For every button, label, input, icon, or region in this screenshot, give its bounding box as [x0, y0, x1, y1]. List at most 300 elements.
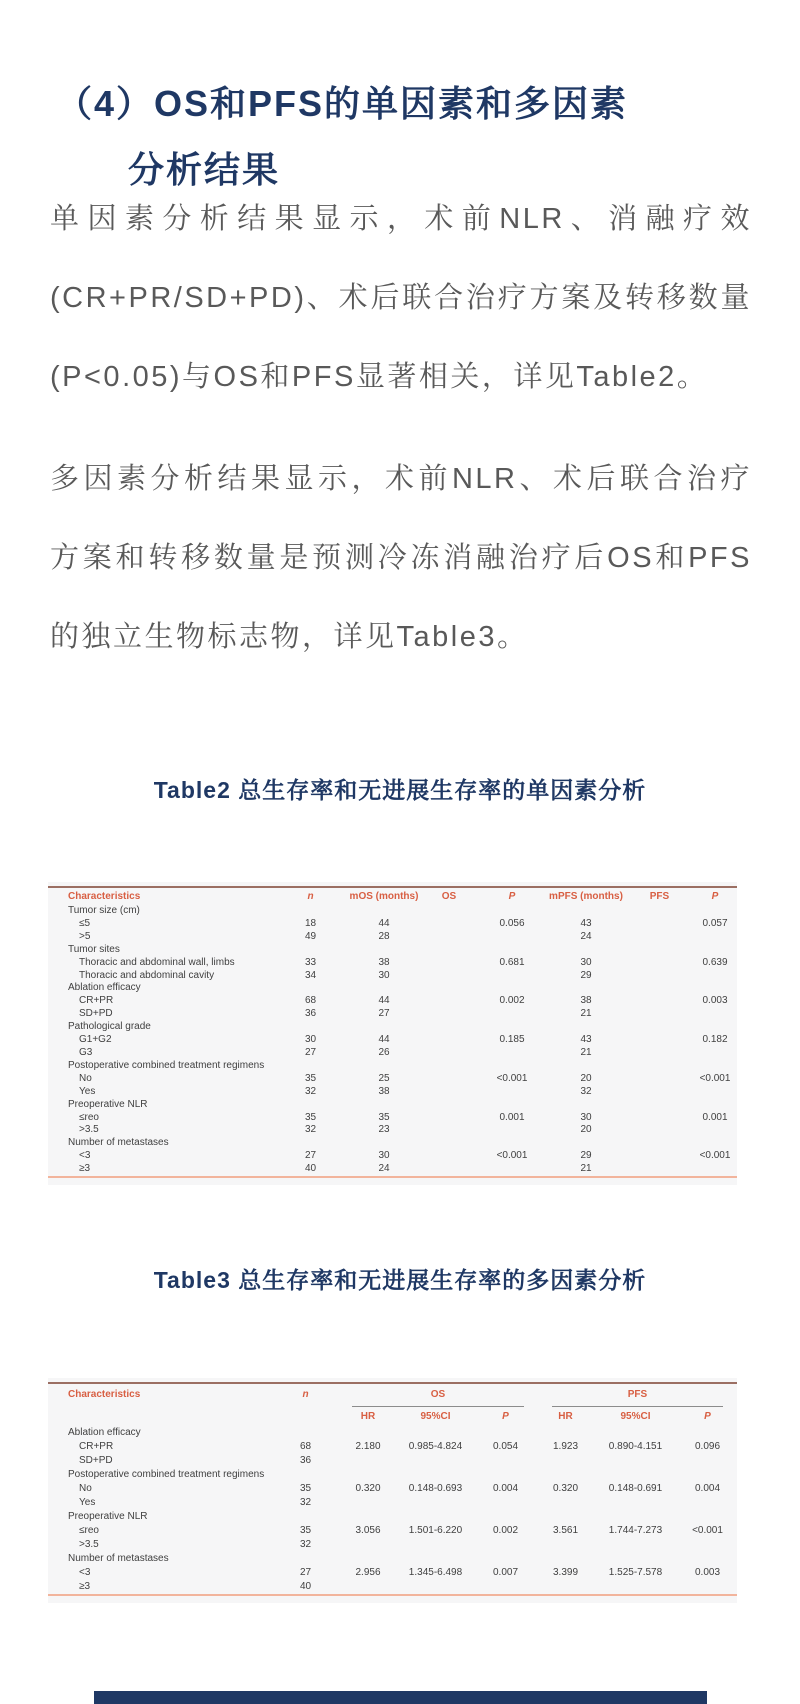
cell-value: 49: [304, 930, 317, 942]
cell-value: [478, 1137, 546, 1150]
cell-value: 30: [378, 969, 390, 981]
cell-value: 1.501-6.220: [408, 1525, 463, 1536]
cell-value: [693, 970, 737, 983]
cell-value: [420, 1034, 478, 1047]
row-label: Number of metastases: [68, 1137, 169, 1149]
cell-value: 38: [378, 956, 390, 968]
cell-value: [593, 1580, 678, 1594]
table-data-row: [48, 1112, 737, 1125]
cell-value: [678, 1426, 737, 1440]
table-data-row: [48, 1073, 737, 1086]
row-label: ≥3: [79, 1163, 91, 1175]
cell-value: [473, 1496, 538, 1510]
cell-value: 0.057: [702, 917, 728, 929]
cell-value: 0.148-0.693: [408, 1483, 463, 1494]
cell-value: [420, 1086, 478, 1099]
cell-value: 23: [378, 1124, 390, 1136]
cell-value: [626, 1150, 693, 1163]
row-label: <3: [79, 1567, 91, 1578]
cell-value: [626, 1124, 693, 1137]
row-label: ≥3: [79, 1581, 91, 1592]
cell-value: 21: [580, 1163, 592, 1175]
cell-value: [538, 1580, 593, 1594]
cell-value: [538, 1426, 593, 1440]
cell-value: [626, 918, 693, 931]
cell-value: [693, 1137, 737, 1150]
table-data-row: [48, 1150, 737, 1163]
cell-value: [546, 1021, 626, 1034]
cell-value: [678, 1496, 737, 1510]
table-data-row: [48, 970, 737, 983]
row-label: >3.5: [79, 1539, 99, 1550]
cell-value: [273, 1060, 348, 1073]
cell-value: [420, 982, 478, 995]
cell-value: [478, 944, 546, 957]
cell-value: 32: [304, 1085, 317, 1097]
cell-value: [473, 1426, 538, 1440]
table-group-row: [48, 1468, 737, 1482]
section-heading-line1: （4）OS和PFS的单因素和多因素: [56, 83, 629, 124]
cell-value: [478, 1047, 546, 1060]
cell-value: [538, 1538, 593, 1552]
table3-spanner-row: [48, 1384, 737, 1407]
row-label: Thoracic and abdominal cavity: [79, 969, 215, 981]
cell-value: 30: [580, 956, 592, 968]
cell-value: [546, 982, 626, 995]
cell-value: [420, 1073, 478, 1086]
cell-value: [593, 1496, 678, 1510]
cell-value: [546, 905, 626, 918]
cell-value: <0.001: [496, 1072, 528, 1084]
cell-value: [273, 1510, 338, 1524]
cell-value: [398, 1468, 473, 1482]
cell-value: [538, 1454, 593, 1468]
table-data-row: [48, 1008, 737, 1021]
cell-value: [693, 1099, 737, 1112]
cell-value: [473, 1552, 538, 1566]
cell-value: 0.148-0.691: [608, 1483, 663, 1494]
cell-value: 40: [299, 1581, 312, 1592]
cell-value: 35: [304, 1111, 317, 1123]
table-data-row: [48, 1538, 737, 1552]
cell-value: [420, 1137, 478, 1150]
cell-value: 29: [580, 969, 592, 981]
table-group-row: [48, 905, 737, 918]
cell-value: 32: [580, 1085, 592, 1097]
column-header: 95%CI: [620, 1411, 651, 1422]
column-header: PFS: [649, 891, 670, 902]
row-label: Ablation efficacy: [68, 1427, 141, 1438]
column-header: 95%CI: [420, 1411, 451, 1422]
cell-value: [678, 1580, 737, 1594]
cell-value: 0.001: [702, 1111, 728, 1123]
cell-value: [626, 1047, 693, 1060]
cell-value: [420, 918, 478, 931]
cell-value: [593, 1538, 678, 1552]
cell-value: 18: [304, 917, 317, 929]
cell-value: [538, 1496, 593, 1510]
cell-value: [348, 982, 420, 995]
table3-title: Table3 总生存率和无进展生存率的多因素分析: [153, 1267, 647, 1293]
cell-value: [626, 995, 693, 1008]
cell-value: [338, 1426, 398, 1440]
table-data-row: [48, 1524, 737, 1538]
cell-value: [398, 1510, 473, 1524]
cell-value: [420, 970, 478, 983]
cell-value: [338, 1510, 398, 1524]
row-label: <3: [79, 1150, 91, 1162]
cell-value: 44: [378, 995, 390, 1007]
cell-value: 26: [378, 1046, 390, 1058]
cell-value: [478, 1060, 546, 1073]
cell-value: <0.001: [699, 1150, 731, 1162]
cell-value: 0.639: [702, 956, 728, 968]
row-label: Ablation efficacy: [68, 982, 141, 994]
cell-value: [473, 1580, 538, 1594]
cell-value: [420, 1150, 478, 1163]
cell-value: [693, 931, 737, 944]
cell-value: 0.054: [492, 1441, 519, 1452]
row-label: Preoperative NLR: [68, 1511, 148, 1522]
paragraph-line: 方案和转移数量是预测冷冻消融治疗后OS和PFS: [50, 542, 752, 574]
row-label: Postoperative combined treatment regimens: [68, 1469, 265, 1480]
row-label: SD+PD: [79, 1008, 113, 1020]
table-data-row: [48, 1163, 737, 1176]
table-group-row: [48, 1099, 737, 1112]
cell-value: 1.345-6.498: [408, 1567, 463, 1578]
row-label: No: [79, 1072, 92, 1084]
cell-value: [273, 1099, 348, 1112]
table-data-row: [48, 1124, 737, 1137]
cell-value: 36: [299, 1455, 312, 1466]
cell-value: <0.001: [692, 1525, 723, 1536]
cell-value: [398, 1454, 473, 1468]
cell-value: [693, 1008, 737, 1021]
table-data-row: [48, 1047, 737, 1060]
paragraph-line: 多因素分析结果显示，术前NLR、术后联合治疗: [50, 463, 752, 495]
cell-value: [398, 1538, 473, 1552]
cell-value: [626, 1034, 693, 1047]
column-header: [273, 1407, 338, 1426]
row-label: G1+G2: [79, 1034, 112, 1046]
cell-value: [546, 1099, 626, 1112]
cell-value: [478, 1124, 546, 1137]
cell-value: [693, 1047, 737, 1060]
cell-value: 0.096: [694, 1441, 721, 1452]
cell-value: [420, 957, 478, 970]
table-data-row: [48, 931, 737, 944]
column-header: P: [711, 891, 719, 902]
cell-value: [338, 1468, 398, 1482]
cell-value: [478, 1021, 546, 1034]
cell-value: 43: [580, 1034, 592, 1046]
table-data-row: [48, 1496, 737, 1510]
table-group-row: [48, 1060, 737, 1073]
cell-value: [398, 1496, 473, 1510]
row-label: Yes: [79, 1085, 96, 1097]
cell-value: 0.681: [499, 956, 525, 968]
cell-value: 25: [378, 1072, 390, 1084]
cell-value: [693, 982, 737, 995]
cell-value: [473, 1454, 538, 1468]
table-data-row: [48, 995, 737, 1008]
cell-value: [420, 995, 478, 1008]
cell-value: 29: [580, 1150, 592, 1162]
cell-value: [420, 1008, 478, 1021]
cell-value: [273, 982, 348, 995]
cell-value: [678, 1454, 737, 1468]
row-label: G3: [79, 1046, 93, 1058]
cell-value: 3.561: [552, 1525, 579, 1536]
cell-value: 40: [304, 1163, 317, 1175]
cell-value: [478, 970, 546, 983]
cell-value: [473, 1538, 538, 1552]
cell-value: 43: [580, 917, 592, 929]
table-group-row: [48, 1552, 737, 1566]
cell-value: [626, 1073, 693, 1086]
cell-value: 27: [378, 1008, 390, 1020]
cell-value: [398, 1580, 473, 1594]
cell-value: 27: [304, 1150, 317, 1162]
cell-value: 0.004: [492, 1483, 519, 1494]
cell-value: 3.056: [355, 1525, 381, 1536]
cell-value: 30: [378, 1150, 390, 1162]
cell-value: [626, 1086, 693, 1099]
cell-value: [693, 1086, 737, 1099]
row-label: CR+PR: [79, 1441, 114, 1452]
cell-value: [538, 1552, 593, 1566]
cell-value: [348, 905, 420, 918]
cell-value: 38: [580, 995, 592, 1007]
table2-title: Table2 总生存率和无进展生存率的单因素分析: [153, 777, 647, 803]
cell-value: 21: [580, 1008, 592, 1020]
cell-value: [420, 1124, 478, 1137]
table2-header-row: [48, 888, 737, 905]
table-data-row: [48, 1482, 737, 1496]
cell-value: [693, 1124, 737, 1137]
cell-value: [338, 1580, 398, 1594]
row-label: ≤reo: [79, 1111, 99, 1123]
row-label: ≤reo: [79, 1525, 99, 1536]
table-data-row: [48, 1034, 737, 1047]
cell-value: 24: [580, 930, 592, 942]
column-header: Characteristics: [68, 1389, 141, 1400]
cell-value: [626, 957, 693, 970]
paragraph-line: (CR+PR/SD+PD)、术后联合治疗方案及转移数量: [50, 282, 752, 314]
cell-value: [626, 1137, 693, 1150]
cell-value: [398, 1552, 473, 1566]
table3-multivariate-analysis: [48, 1378, 737, 1603]
table-data-row: [48, 957, 737, 970]
table2-body: [48, 905, 737, 1176]
cell-value: [546, 944, 626, 957]
cell-value: [473, 1468, 538, 1482]
cell-value: [348, 944, 420, 957]
cell-value: [678, 1468, 737, 1482]
cell-value: 0.004: [694, 1483, 721, 1494]
table2-frame: [48, 886, 737, 1178]
column-header: [48, 1407, 273, 1426]
cell-value: 44: [378, 917, 390, 929]
cell-value: 0.002: [492, 1525, 519, 1536]
column-header: n: [302, 1389, 309, 1400]
cell-value: 30: [580, 1111, 592, 1123]
row-label: ≤5: [79, 917, 91, 929]
cell-value: [478, 1099, 546, 1112]
row-label: >3.5: [79, 1124, 99, 1136]
cell-value: [273, 1021, 348, 1034]
cell-value: 0.320: [552, 1483, 579, 1494]
cell-value: 0.003: [702, 995, 728, 1007]
cell-value: [626, 1060, 693, 1073]
column-header: OS: [441, 891, 457, 902]
cell-value: 1.525-7.578: [608, 1567, 663, 1578]
cell-value: 44: [378, 1034, 390, 1046]
row-label: No: [79, 1483, 92, 1494]
cell-value: [626, 1008, 693, 1021]
column-header: mPFS (months): [549, 891, 623, 902]
cell-value: [626, 1099, 693, 1112]
cell-value: [693, 905, 737, 918]
cell-value: [678, 1510, 737, 1524]
table-group-row: [48, 1021, 737, 1034]
cell-value: 0.320: [355, 1483, 381, 1494]
row-label: Thoracic and abdominal wall, limbs: [79, 956, 235, 968]
cell-value: [538, 1510, 593, 1524]
column-header: Characteristics: [68, 891, 141, 902]
column-header: HR: [360, 1411, 376, 1422]
cell-value: [273, 1426, 338, 1440]
cell-value: [478, 905, 546, 918]
cell-value: [593, 1454, 678, 1468]
cell-value: [273, 1468, 338, 1482]
cell-value: [420, 1163, 478, 1176]
cell-value: [273, 1552, 338, 1566]
column-header: P: [508, 891, 516, 902]
cell-value: [626, 1163, 693, 1176]
cell-value: 35: [378, 1111, 390, 1123]
cell-value: 28: [378, 930, 390, 942]
cell-value: 20: [580, 1124, 592, 1136]
cell-value: [478, 1086, 546, 1099]
cell-value: 32: [299, 1497, 312, 1508]
paragraph-line: 的独立生物标志物，详见Table3。: [50, 621, 529, 653]
paragraph-multivariate-results: [50, 440, 752, 677]
row-label: Postoperative combined treatment regimens: [68, 1059, 265, 1071]
cell-value: [678, 1538, 737, 1552]
cell-value: 35: [304, 1072, 317, 1084]
cell-value: [273, 905, 348, 918]
section-heading-line2: 分析结果: [128, 149, 281, 190]
cell-value: [693, 944, 737, 957]
cell-value: [348, 1060, 420, 1073]
footer-accent-bar: [94, 1691, 707, 1704]
row-label: Preoperative NLR: [68, 1098, 148, 1110]
cell-value: [338, 1538, 398, 1552]
cell-value: 0.890-4.151: [608, 1441, 663, 1452]
cell-value: 27: [299, 1567, 312, 1578]
cell-value: [693, 1021, 737, 1034]
cell-value: 0.182: [702, 1034, 728, 1046]
cell-value: [273, 944, 348, 957]
row-label: SD+PD: [79, 1455, 113, 1466]
cell-value: 33: [304, 956, 317, 968]
table-group-row: [48, 1137, 737, 1150]
cell-value: [398, 1426, 473, 1440]
cell-value: 0.185: [499, 1034, 525, 1046]
cell-value: 35: [299, 1483, 312, 1494]
row-label: Number of metastases: [68, 1553, 169, 1564]
table-group-row: [48, 944, 737, 957]
cell-value: [678, 1552, 737, 1566]
cell-value: 30: [304, 1034, 317, 1046]
table-data-row: [48, 1440, 737, 1454]
column-group-pfs: PFS: [552, 1384, 723, 1407]
column-header: mOS (months): [349, 891, 419, 902]
cell-value: 21: [580, 1046, 592, 1058]
cell-value: [420, 944, 478, 957]
cell-value: [593, 1468, 678, 1482]
cell-value: [693, 1163, 737, 1176]
cell-value: 24: [378, 1163, 390, 1175]
cell-value: [546, 1137, 626, 1150]
cell-value: [478, 1163, 546, 1176]
cell-value: 0.003: [694, 1567, 721, 1578]
cell-value: 35: [299, 1525, 312, 1536]
row-label: CR+PR: [79, 995, 114, 1007]
table-data-row: [48, 1086, 737, 1099]
column-header: n: [307, 891, 314, 902]
cell-value: [420, 905, 478, 918]
cell-value: 20: [580, 1072, 592, 1084]
cell-value: 0.001: [499, 1111, 525, 1123]
cell-value: 38: [378, 1085, 390, 1097]
cell-value: 68: [304, 995, 317, 1007]
table-data-row: [48, 1580, 737, 1594]
cell-value: <0.001: [699, 1072, 731, 1084]
cell-value: [273, 1137, 348, 1150]
cell-value: [348, 1021, 420, 1034]
cell-value: [478, 982, 546, 995]
cell-value: [626, 982, 693, 995]
cell-value: [478, 931, 546, 944]
column-group-os: OS: [352, 1384, 524, 1407]
cell-value: 0.985-4.824: [408, 1441, 463, 1452]
cell-value: [626, 970, 693, 983]
column-header: HR: [558, 1411, 573, 1422]
cell-value: [348, 1137, 420, 1150]
table-group-row: [48, 1510, 737, 1524]
cell-value: 68: [299, 1441, 312, 1452]
cell-value: [420, 1112, 478, 1125]
cell-value: 36: [304, 1008, 317, 1020]
cell-value: 27: [304, 1046, 317, 1058]
paragraph-line: 单因素分析结果显示，术前NLR、消融疗效: [50, 203, 752, 235]
cell-value: 0.002: [499, 995, 525, 1007]
table-group-row: [48, 982, 737, 995]
paragraph-line: (P<0.05)与OS和PFS显著相关，详见Table2。: [50, 361, 709, 393]
cell-value: [546, 1060, 626, 1073]
cell-value: [420, 1099, 478, 1112]
cell-value: [626, 944, 693, 957]
table3-frame: [48, 1382, 737, 1596]
paragraph-univariate-results: [50, 180, 752, 417]
cell-value: [420, 1060, 478, 1073]
table-data-row: [48, 918, 737, 931]
row-label: Tumor size (cm): [68, 905, 140, 916]
cell-value: [593, 1552, 678, 1566]
cell-value: [593, 1510, 678, 1524]
